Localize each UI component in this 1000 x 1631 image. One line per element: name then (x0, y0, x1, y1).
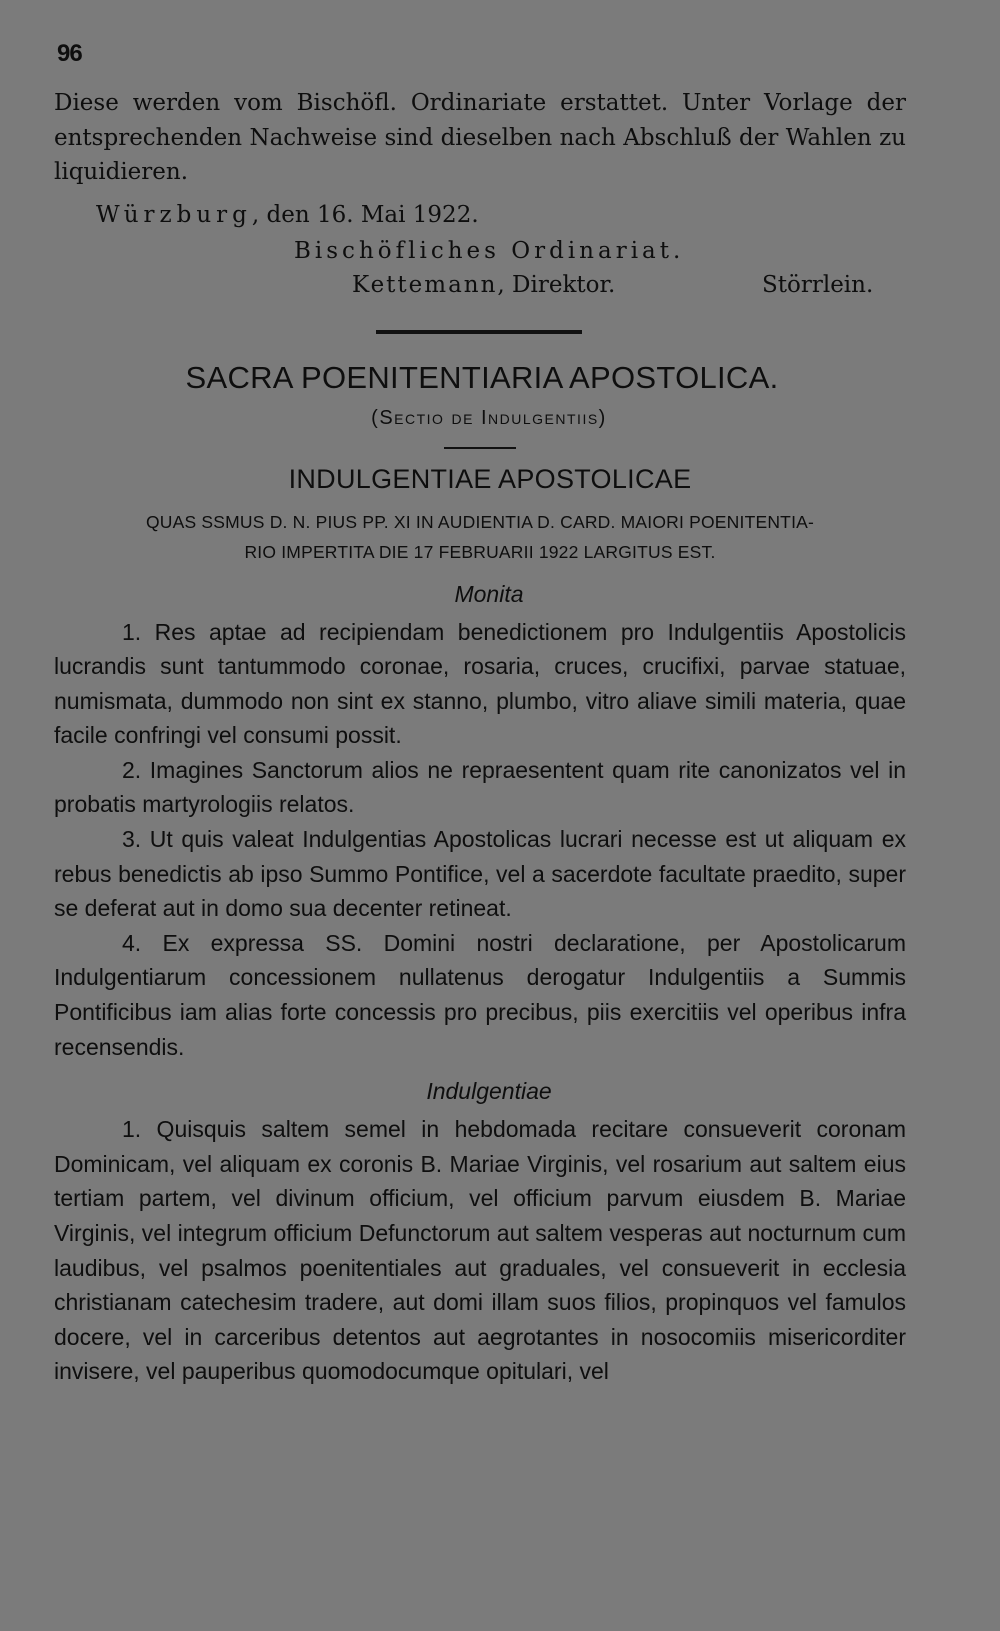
place-name: Würzburg (96, 201, 252, 228)
heading-sectio: (Sectio de Indulgentiis) (371, 406, 607, 429)
monitum-paragraph: 3. Ut quis valeat Indulgentias Apostolicas lucrari necesse est ut aliquam ex rebus benedictis ab ipso Summo Pontifice, vel a sacerdote facultate praedito, super se deferat aut in domo sua decenter retineat. (54, 826, 906, 922)
page-number: 96 (57, 40, 82, 67)
heading-indulgentiae-apostolicae: INDULGENTIAE APOSTOLICAE (288, 463, 692, 494)
indulgentia-paragraph: 1. Quisquis saltem semel in hebdomada recitare consueverit coronam Dominicam, vel aliquam ex coronis B. Mariae Virginis, vel rosarium aut saltem eius tertiam partem, vel divinum officium, vel officium parvum eiusdem B. Mariae Virginis, vel integrum officium Defunctorum aut saltem vesperas aut nocturnum cum laudibus, vel psalmos poenitentiales aut graduales, vel consueverit in ecclesia christianam catechesim tradere, aut domi illam suos filios, propinquos vel famulos docere, vel in carceribus detentos aut aegrotantes in nosocomiis misericorditer invisere, vel pauperibus quomodocumque opitulari, vel (54, 1116, 906, 1385)
issuing-office: Bischöfliches Ordinariat. (294, 237, 685, 264)
signature-director (352, 268, 615, 302)
place-date-line (96, 198, 906, 232)
signatory-name: Kettemann (352, 271, 498, 298)
heading-description-line: RIO IMPERTITA DIE 17 FEBRUARII 1922 LARGITUS EST. (244, 541, 716, 562)
signature-secretary: Störrlein. (762, 271, 874, 298)
section-title-monita: Monita (454, 580, 524, 607)
signatory-title: , Direktor. (497, 271, 616, 298)
monitum-paragraph: 4. Ex expressa SS. Domini nostri declaratione, per Apostolicarum Indulgentiarum concessionem nullatenus derogatur Indulgentiis a Summis Pontificibus iam alias forte concessis pro precibus, piis exercitiis vel operibus infra recensendis. (54, 929, 906, 1060)
section-title-indulgentiae: Indulgentiae (426, 1078, 552, 1105)
date-text: , den 16. Mai 1922. (251, 201, 479, 228)
heading-divider (444, 447, 516, 449)
signatures (54, 268, 906, 304)
section-divider (376, 330, 582, 334)
monitum-paragraph: 2. Imagines Sanctorum alios ne repraesentent quam rite canonizatos vel in probatis martyrologiis relatos. (54, 756, 906, 818)
document-page (54, 40, 906, 1389)
heading-sacra-poenitentiaria: SACRA POENITENTIARIA APOSTOLICA. (185, 359, 779, 395)
heading-description-line: QUAS SSMUS D. N. PIUS PP. XI IN AUDIENTIA D. CARD. MAIORI POENITENTIA- (145, 511, 815, 532)
german-paragraph: Diese werden vom Bischöfl. Ordinariate erstattet. Unter Vorlage der entsprechenden Nachweise sind dieselben nach Abschluß der Wahlen zu liquidieren. (54, 90, 906, 185)
heading-description (54, 507, 906, 567)
monitum-paragraph: 1. Res aptae ad recipiendam benedictionem pro Indulgentiis Apostolicis lucrandis sunt tantummodo coronae, rosaria, cruces, crucifixi, parvae statuae, numismata, dummodo non sint ex stanno, plumbo, vitro aliave simili materia, quae facile confringi vel consumi possit. (54, 618, 906, 749)
